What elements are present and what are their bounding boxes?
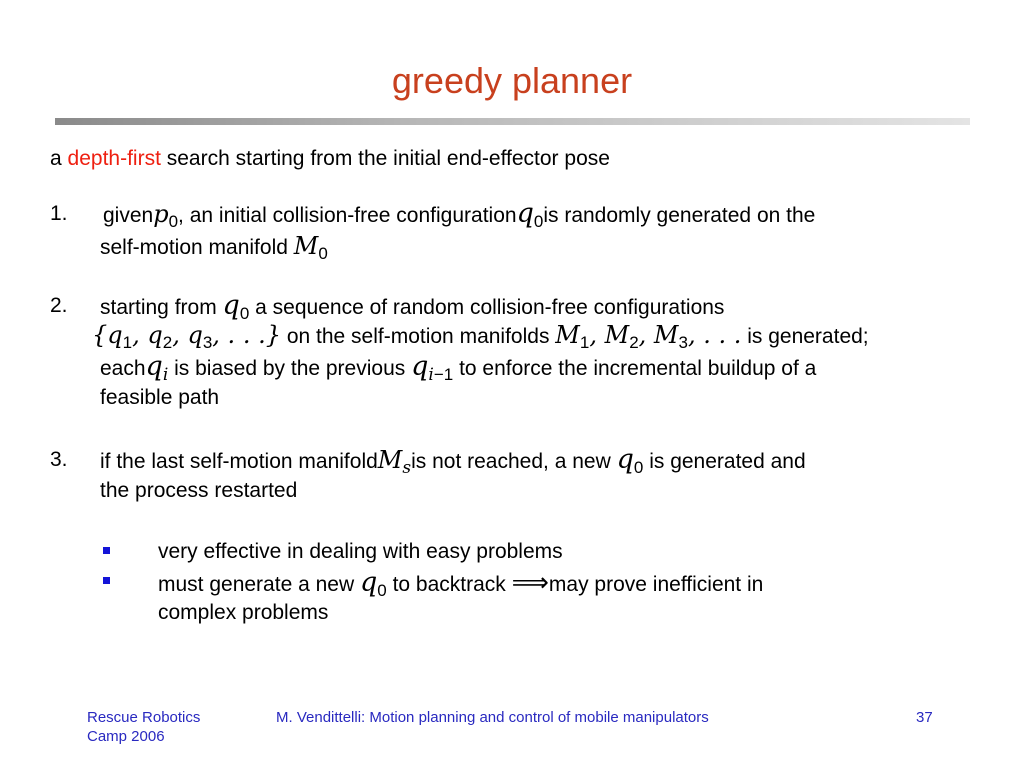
- footer-center: M. Vendittelli: Motion planning and control of mobile manipulators: [276, 709, 709, 726]
- step-1-manifold: self-motion manifold: [100, 236, 288, 259]
- math-qi: $q_i$: [145, 351, 169, 385]
- bullet-2-line-2: complex problems: [158, 601, 329, 624]
- implies-arrow-icon: ⟹: [511, 567, 549, 597]
- intro-line: [50, 146, 610, 172]
- intro-prefix: a: [50, 147, 62, 170]
- step-2-line-2: [92, 322, 869, 356]
- bullet-2-backtrack: to backtrack: [392, 573, 506, 596]
- step-1-generated: is randomly generated on the: [543, 204, 816, 227]
- title-divider: [55, 118, 970, 125]
- step-3-number: 3.: [50, 448, 68, 471]
- step-3-line-2: the process restarted: [100, 479, 298, 502]
- step-2-number: 2.: [50, 294, 68, 317]
- step-3-generated: is generated and: [649, 450, 806, 473]
- step-2-biased: is biased by the previous: [174, 357, 406, 380]
- step-2-manifolds: on the self-motion manifolds: [286, 325, 550, 348]
- step-3-not-reached: is not reached, a new: [411, 450, 611, 473]
- step-2-enforce: to enforce the incremental buildup of a: [459, 357, 817, 380]
- step-2-sequence: a sequence of random collision-free configurations: [255, 296, 725, 319]
- step-2-start: starting from: [100, 296, 217, 319]
- step-1-given: given: [103, 204, 154, 227]
- footer-left-line-1: Rescue Robotics: [87, 709, 201, 726]
- bullet-2-inefficient: may prove inefficient in: [548, 573, 764, 596]
- math-q0: $q_0$: [222, 290, 250, 323]
- step-2-generated: is generated;: [747, 325, 869, 348]
- bullet-1-text: very effective in dealing with easy problems: [158, 540, 563, 563]
- bullet-2-generate: must generate a new: [158, 573, 355, 596]
- math-q0: $q_0$: [616, 444, 644, 477]
- step-1-line-2: [100, 233, 328, 267]
- math-p0: $p_0$: [153, 200, 179, 231]
- math-qi-1: $q_i-1$: [411, 351, 454, 385]
- math-q-set: {$q_1$, $q_2$, $q_3$, . . .}: [92, 321, 281, 352]
- step-2-line-3: [100, 351, 817, 388]
- bullet-2-line-1: [158, 569, 763, 604]
- intro-rest: search starting from the initial end-effector pose: [166, 147, 610, 170]
- math-M-set: $M_1$, $M_2$, $M_3$, . . .: [555, 321, 742, 352]
- step-3-last: if the last self-motion manifold: [100, 450, 378, 473]
- slide-title: greedy planner: [391, 60, 633, 101]
- math-q0: $q_0$: [516, 198, 544, 231]
- step-2-each: each: [100, 357, 146, 380]
- math-Ms: $M_s$: [377, 446, 412, 478]
- math-M0: $M_0$: [293, 232, 328, 263]
- bullet-marker: [103, 547, 110, 554]
- step-1-config: , an initial collision-free configuration: [178, 204, 517, 227]
- step-1-line-1: [103, 198, 816, 235]
- math-q0: $q_0$: [359, 567, 387, 600]
- step-2-line-4: feasible path: [100, 386, 220, 409]
- footer-left: [87, 708, 200, 746]
- page-number: 37: [916, 709, 933, 726]
- intro-highlight: depth-first: [67, 147, 161, 170]
- footer-left-line-2: Camp 2006: [87, 728, 165, 745]
- step-1-number: 1.: [50, 202, 68, 225]
- step-3-line-1: [100, 444, 806, 481]
- bullet-marker: [103, 577, 110, 584]
